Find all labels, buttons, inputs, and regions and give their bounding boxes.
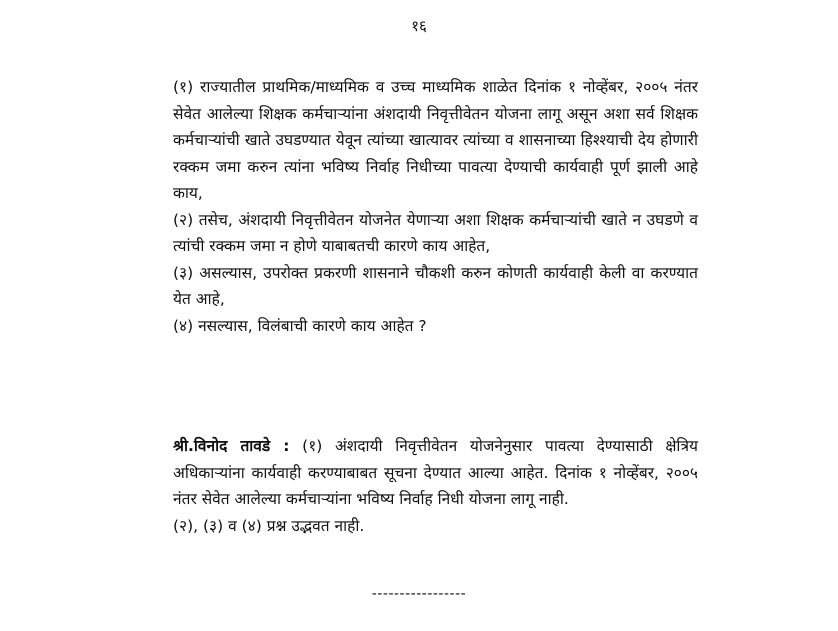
question-1: (१) राज्यातील प्राथमिक/माध्यमिक व उच्च माध्यमिक शाळेत दिनांक १ नोव्हेंबर, २००५ नंतर सेवेत आलेल्या शिक्षक कर्मचाऱ्यांना अंशदायी निवृत्तीवेतन योजना लागू असून अशा सर्व शिक्षक कर्मचाऱ्यांची खाते उघडण्यात येवून त्यांच्या खात्यावर त्यांच्या व शासनाच्या हिश्श्याची देय होणारी रक्कम जमा करुन त्यांना भविष्य निर्वाह निधीच्या पावत्या देण्याची कार्यवाही पूर्ण झाली आहे काय, [173,78,698,202]
question-2: (२) तसेच, अंशदायी निवृत्तीवेतन योजनेत येणाऱ्या अशा शिक्षक कर्मचाऱ्यांची खाते न उघडणे व त्यांची रक्कम जमा न होणे याबाबतची कारणे काय आहेत, [173,210,698,255]
question-3: (३) असल्यास, उपरोक्त प्रकरणी शासनाने चौकशी करुन कोणती कार्यवाही केली वा करण्यात येत आहे, [173,263,698,308]
answer-text: (१) अंशदायी निवृत्तीवेतन योजनेनुसार पावत्या देण्यासाठी क्षेत्रिय अधिकाऱ्यांना कार्यवाही करण्याबाबत सूचना देण्यात आल्या आहेत. दिनांक १ नोव्हेंबर, २००५ नंतर सेवेत आलेल्या कर्मचाऱ्यांना भविष्य निर्वाह निधी योजना लागू नाही. [173,437,698,508]
separator-line: ----------------- [371,586,467,602]
answer-paragraph [173,433,698,513]
question-4: (४) नसल्यास, विलंबाची कारणे काय आहेत ? [173,316,427,335]
answer-section [173,433,698,539]
answer-speaker: श्री.विनोद तावडे : [173,437,290,455]
question-section [173,74,698,339]
answer-followup: (२), (३) व (४) प्रश्न उद्भवत नाही. [173,516,365,535]
page-number: १६ [411,17,427,35]
